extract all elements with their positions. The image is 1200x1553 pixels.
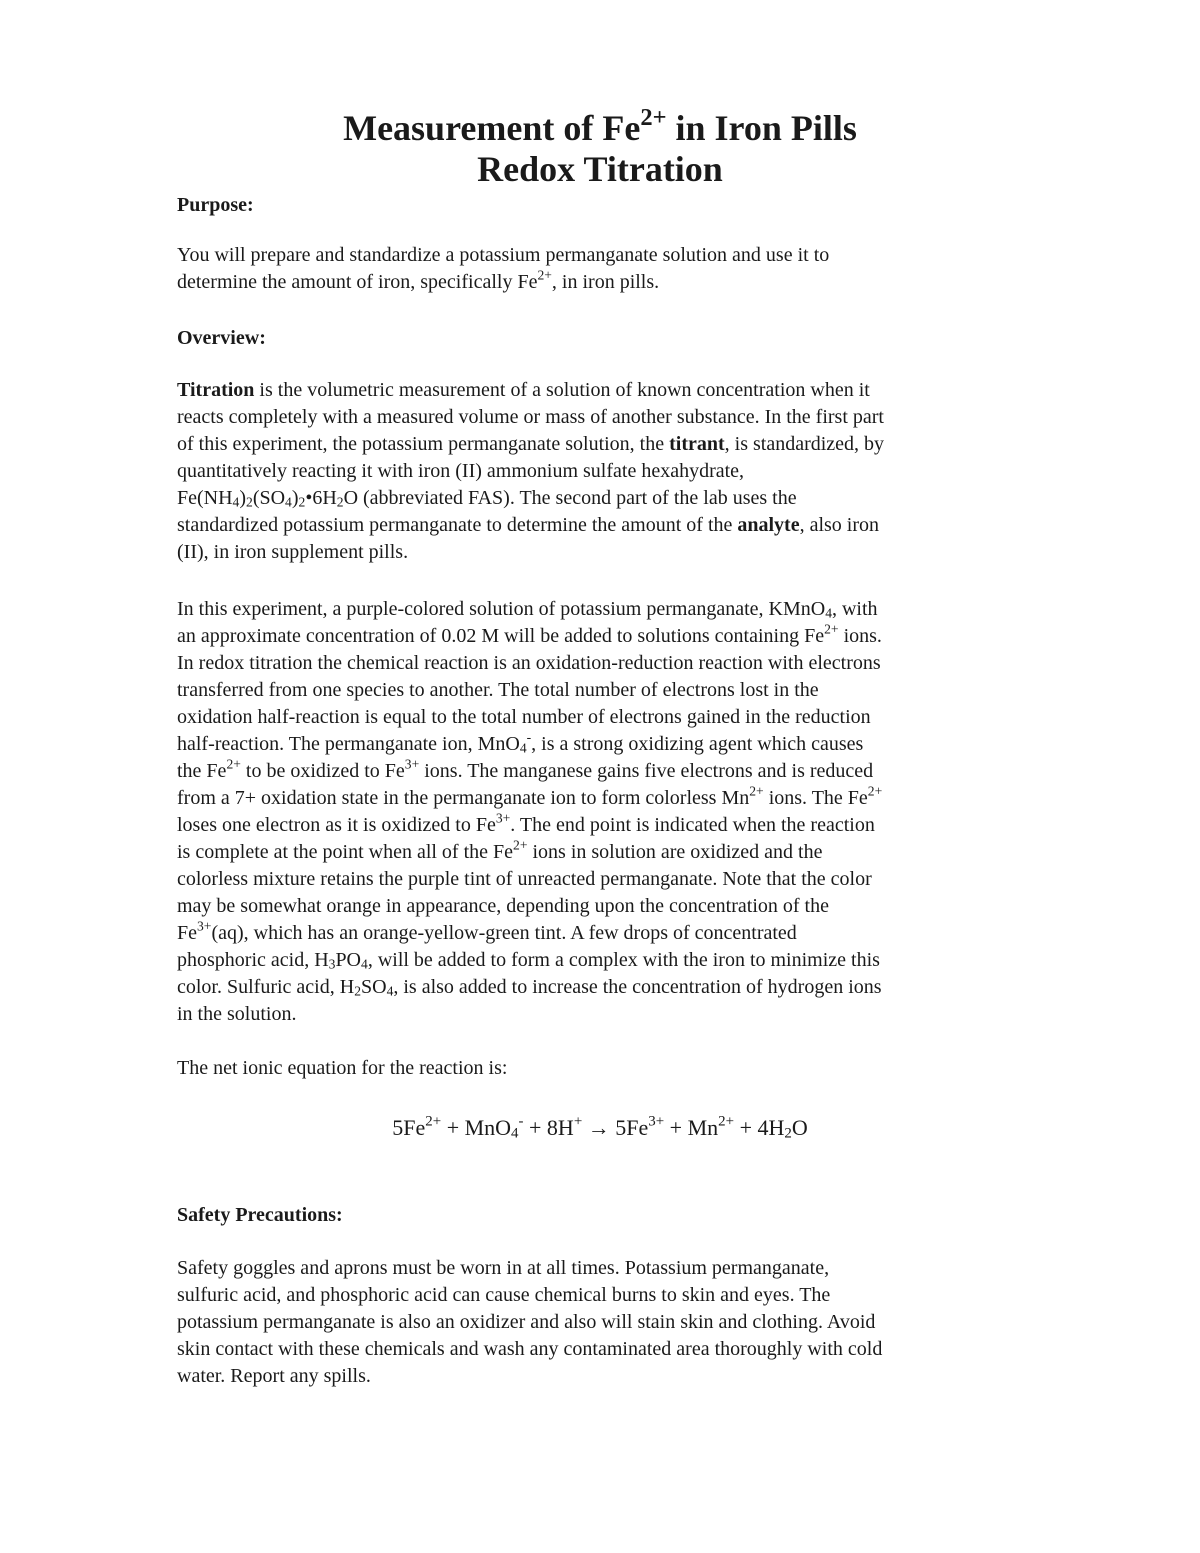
overview-line: transferred from one species to another. The total number of electrons lost in the xyxy=(177,679,819,701)
overview-line: oxidation half-reaction is equal to the total number of electrons gained in the reduction xyxy=(177,706,871,728)
title-text: Measurement of Fe xyxy=(343,108,641,148)
safety-line: Safety goggles and aprons must be worn in at all times. Potassium permanganate, xyxy=(177,1257,830,1279)
safety-paragraph xyxy=(177,1255,1027,1390)
net-ionic-equation: $5Fe^{2+} + MnO_4^- + 8H^+ \to 5Fe^{3+} + Mn^{2+} + 4H_2O$ xyxy=(392,1113,808,1142)
safety-line: sulfuric acid, and phosphoric acid can cause chemical burns to skin and eyes. The xyxy=(177,1284,831,1306)
equation-intro: The net ionic equation for the reaction is: xyxy=(177,1057,508,1079)
overview-line: quantitatively reacting it with iron (II) ammonium sulfate hexahydrate, xyxy=(177,460,745,482)
overview-line: from a 7+ oxidation state in the permanganate ion to form colorless $Mn^{2+}$ ions. The $Fe^{2+}$ xyxy=(177,783,883,809)
safety-line: water. Report any spills. xyxy=(177,1365,371,1387)
overview-line: $Fe^{3+}(aq)$, which has an orange-yellow-green tint. A few drops of concentrated xyxy=(177,918,797,944)
safety-heading: Safety Precautions: xyxy=(177,1204,343,1226)
overview-line: an approximate concentration of 0.02 M will be added to solutions containing $Fe^{2+}$ ions. xyxy=(177,621,882,647)
title-text-end: in Iron Pills xyxy=(666,108,857,148)
title-superscript: 2+ xyxy=(640,103,667,131)
overview-paragraph-2 xyxy=(177,596,1027,1028)
overview-paragraph-1 xyxy=(177,377,1027,566)
overview-line: loses one electron as it is oxidized to $Fe^{3+}$. The end point is indicated when the reaction xyxy=(177,810,875,836)
purpose-paragraph xyxy=(177,242,1027,296)
safety-line: skin contact with these chemicals and wash any contaminated area thoroughly with cold xyxy=(177,1338,883,1360)
reaction-arrow: → xyxy=(582,1115,616,1140)
document-subtitle: Redox Titration xyxy=(477,149,723,189)
overview-line: reacts completely with a measured volume or mass of another substance. In the first part xyxy=(177,406,884,428)
overview-line: Titration is the volumetric measurement of a solution of known concentration when it xyxy=(177,379,870,401)
overview-line: standardized potassium permanganate to determine the amount of the analyte, also iron xyxy=(177,514,880,536)
overview-line: in the solution. xyxy=(177,1003,297,1025)
overview-line: color. Sulfuric acid, $H_2SO_4$, is also added to increase the concentration of hydrogen ions xyxy=(177,976,882,999)
overview-line: the $Fe^{2+}$ to be oxidized to $Fe^{3+}$ ions. The manganese gains five electrons and is reduced xyxy=(177,756,874,782)
purpose-heading: Purpose: xyxy=(177,194,254,216)
overview-line: phosphoric acid, $H_3PO_4$, will be added to form a complex with the iron to minimize this xyxy=(177,949,880,972)
overview-line: of this experiment, the potassium permanganate solution, the titrant, is standardized, by xyxy=(177,433,885,455)
overview-heading: Overview: xyxy=(177,327,266,349)
overview-line: (II), in iron supplement pills. xyxy=(177,541,409,563)
overview-line: $Fe(NH_4)_2(SO_4)_2•6H_2O$ (abbreviated FAS). The second part of the lab uses the xyxy=(177,487,797,510)
overview-line: half-reaction. The permanganate ion, MnO$_4$-, is a strong oxidizing agent which causes xyxy=(177,729,864,756)
overview-line: colorless mixture retains the purple tint of unreacted permanganate. Note that the color xyxy=(177,868,872,890)
overview-line: In this experiment, a purple-colored solution of potassium permanganate, KMnO$_4$, with xyxy=(177,598,878,621)
overview-line: may be somewhat orange in appearance, depending upon the concentration of the xyxy=(177,895,829,917)
purpose-line: You will prepare and standardize a potassium permanganate solution and use it to xyxy=(177,244,830,266)
purpose-line: determine the amount of iron, specifically $Fe^{2+}$, in iron pills. xyxy=(177,267,660,293)
safety-line: potassium permanganate is also an oxidizer and also will stain skin and clothing. Avoid xyxy=(177,1311,876,1333)
document-title xyxy=(0,103,1200,148)
overview-line: In redox titration the chemical reaction is an oxidation-reduction reaction with electrons xyxy=(177,652,881,674)
overview-line: is complete at the point when all of the $Fe^{2+}$ ions in solution are oxidized and the xyxy=(177,837,823,863)
